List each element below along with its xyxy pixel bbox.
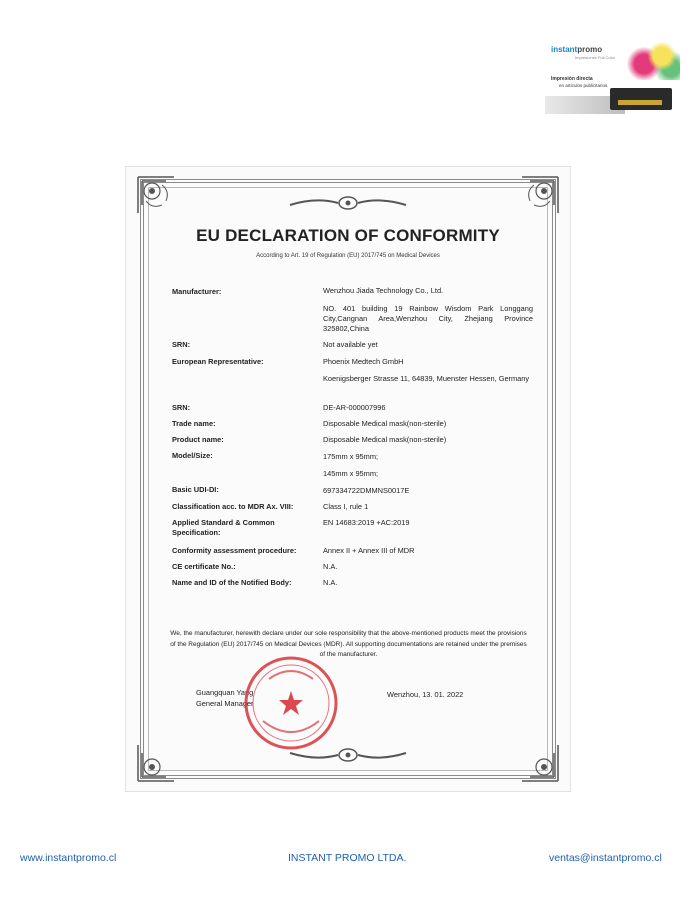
value-srn-rep: DE-AR-000007996 — [323, 403, 386, 412]
logo-brand: instantpromo — [551, 45, 603, 54]
certificate-title: EU DECLARATION OF CONFORMITY — [196, 226, 500, 245]
value-basic-udi: 697334722DMMNS0017E — [323, 486, 410, 495]
value-eu-rep-address: Koenigsberger Strasse 11, 64839, Muenster Hessen, Germany — [323, 374, 530, 383]
bottom-ornament-icon — [286, 745, 410, 765]
label-classification: Classification acc. to MDR Ax. VIII: — [172, 502, 294, 511]
company-seal-stamp — [239, 651, 343, 755]
signer-title: General Manager — [196, 699, 254, 708]
printer-image — [610, 88, 672, 110]
instantpromo-logo — [545, 40, 680, 120]
footer-website-link[interactable]: www.instantpromo.cl — [20, 852, 117, 864]
value-trade-name: Disposable Medical mask(non-sterile) — [323, 419, 447, 428]
logo-line-1: Impresión directa — [551, 76, 593, 82]
value-applied-standard: EN 14683:2019 +AC:2019 — [323, 518, 410, 527]
label-srn: SRN: — [172, 340, 191, 349]
color-splash-graphic — [620, 40, 680, 80]
logo-line-2: en artículos publicitarios. — [559, 83, 609, 88]
value-eu-representative: Phoenix Medtech GmbH — [323, 357, 404, 366]
value-ce-certificate: N.A. — [323, 562, 338, 571]
logo-tagline: Impresiones Full Color — [575, 55, 616, 60]
footer-email-link[interactable]: ventas@instantpromo.cl — [549, 852, 662, 864]
label-manufacturer: Manufacturer: — [172, 287, 222, 296]
corner-ornament-icon — [520, 743, 560, 783]
label-applied-standard: Applied Standard & Common — [172, 518, 275, 527]
value-manufacturer-address: NO. 401 building 19 Rainbow Wisdom Park Longgang City,Cangnan Area,Wenzhou City, Zhejiang Province 325802,China — [323, 304, 533, 333]
value-model-size-2: 145mm x 95mm; — [323, 469, 379, 478]
place-and-date: Wenzhou, 13. 01. 2022 — [387, 690, 464, 699]
signer-name: Guangquan Yang — [196, 688, 254, 697]
value-classification: Class I, rule 1 — [323, 502, 369, 511]
label-notified-body: Name and ID of the Notified Body: — [172, 578, 292, 587]
footer-company-name: INSTANT PROMO LTDA. — [288, 852, 407, 864]
label-ce-certificate: CE certificate No.: — [172, 562, 236, 571]
eu-declaration-certificate — [125, 166, 571, 792]
value-notified-body: N.A. — [323, 578, 338, 587]
corner-ornament-icon — [520, 175, 560, 215]
value-srn: Not available yet — [323, 340, 378, 349]
value-manufacturer: Wenzhou Jiada Technology Co., Ltd. — [323, 286, 444, 295]
value-conformity-procedure: Annex II + Annex III of MDR — [323, 546, 415, 555]
value-product-name: Disposable Medical mask(non-sterile) — [323, 435, 447, 444]
label-trade-name: Trade name: — [172, 419, 216, 428]
label-eu-representative: European Representative: — [172, 357, 264, 366]
certificate-subtitle: According to Art. 19 of Regulation (EU) 2017/745 on Medical Devices — [256, 253, 440, 259]
label-model-size: Model/Size: — [172, 451, 213, 460]
top-ornament-icon — [286, 193, 410, 213]
label-basic-udi: Basic UDI-DI: — [172, 485, 219, 494]
corner-ornament-icon — [136, 743, 176, 783]
label-product-name: Product name: — [172, 435, 224, 444]
label-srn-rep: SRN: — [172, 403, 191, 412]
value-model-size-1: 175mm x 95mm; — [323, 452, 379, 461]
label-conformity-procedure: Conformity assessment procedure: — [172, 546, 297, 555]
declaration-statement: We, the manufacturer, herewith declare under our sole responsibility that the above-mentioned products meet the provisions of the Regulation (EU) 2017/745 on Medical Devices (MDR). All supporting documentations are retained under the premises of the manufacturer. — [170, 630, 527, 658]
label-applied-standard-2: Specification: — [172, 528, 221, 537]
corner-ornament-icon — [136, 175, 176, 215]
